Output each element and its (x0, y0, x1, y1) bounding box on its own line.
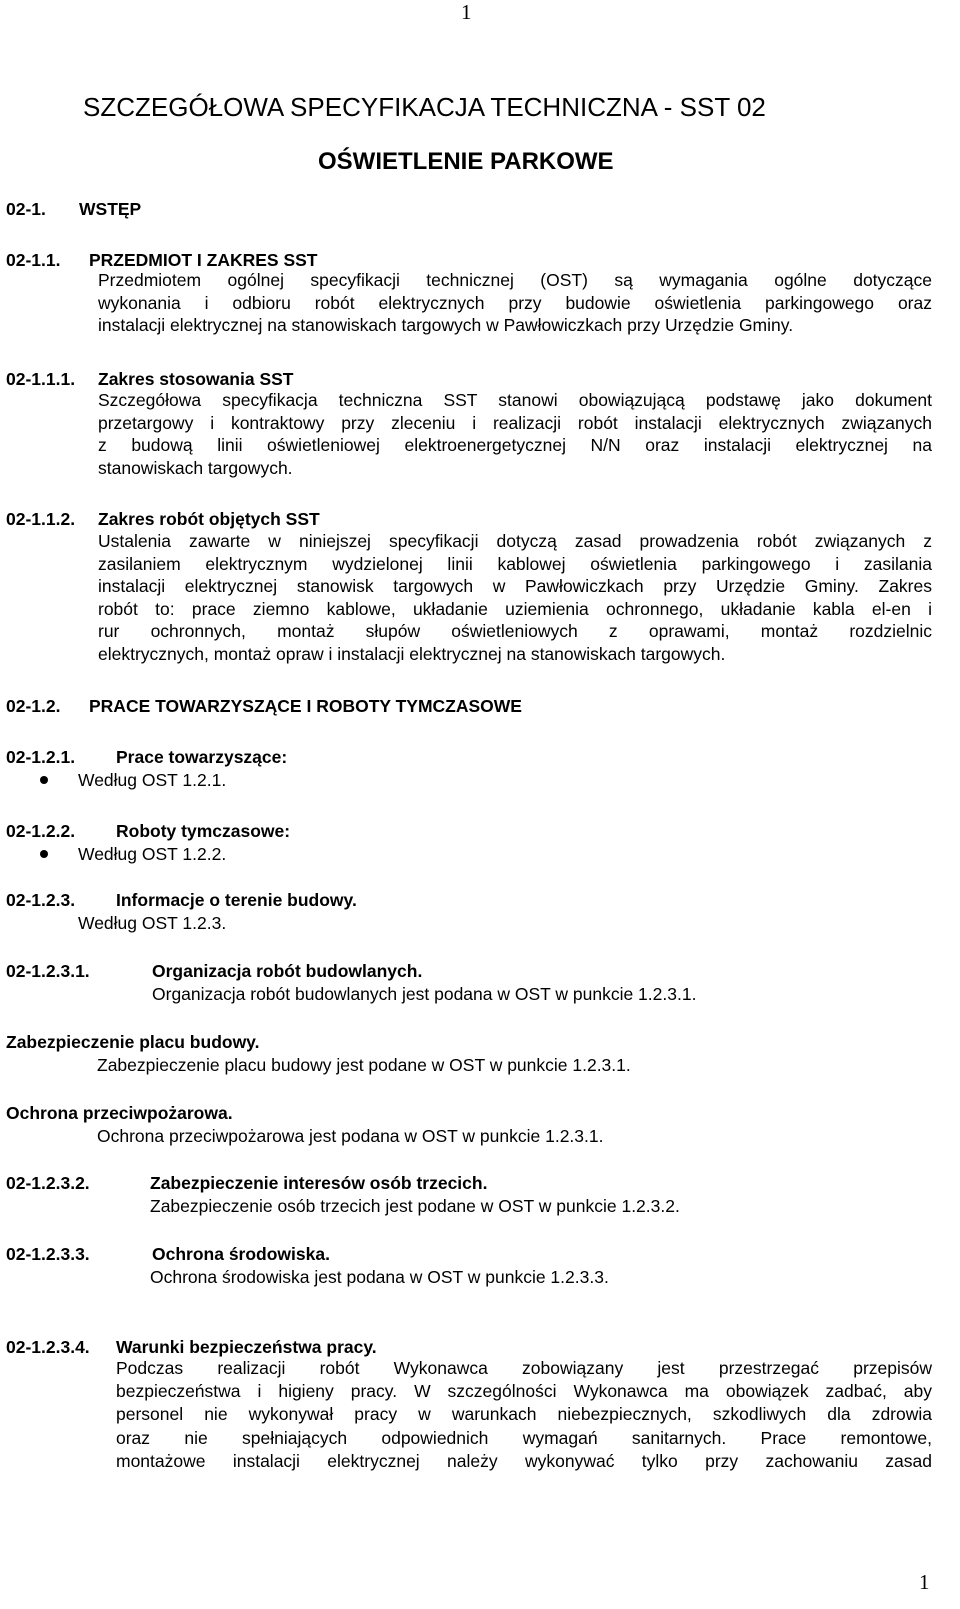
paragraph (98, 530, 932, 666)
text-line: personel nie wykonywał pracy w warunkach niebezpiecznych, szkodliwych dla zdrowia (116, 1404, 932, 1425)
section-number: 02-1.2.3.2. (6, 1173, 90, 1193)
section-number: 02-1.2. (6, 696, 61, 716)
text-line: instalacji elektrycznej stanowisk targowych w Pawłowiczkach przy Urzędzie Gminy. Zakres (98, 576, 932, 597)
section-title: Zakres robót objętych SST (98, 509, 320, 529)
paragraph (98, 269, 932, 337)
section-number: 02-1.2.3. (6, 890, 76, 910)
section-number: 02-1. (6, 199, 46, 219)
paragraph (116, 1357, 932, 1473)
section-title: Zabezpieczenie interesów osób trzecich. (150, 1173, 488, 1193)
section-title: Informacje o terenie budowy. (116, 890, 357, 910)
section-number: 02-1.1. (6, 250, 61, 270)
section-title: Warunki bezpieczeństwa pracy. (116, 1337, 377, 1357)
section-title: PRACE TOWARZYSZĄCE I ROBOTY TYMCZASOWE (89, 696, 522, 716)
section-text: Organizacja robót budowlanych jest podana w OST w punkcie 1.2.3.1. (152, 984, 697, 1004)
text-line: elektrycznych, montaż opraw i instalacji elektrycznej na stanowiskach targowych. (98, 643, 726, 664)
section-text: Według OST 1.2.3. (78, 913, 227, 933)
section-title: Zabezpieczenie placu budowy. (6, 1032, 260, 1052)
section-number: 02-1.2.3.4. (6, 1337, 90, 1357)
section-text: Zabezpieczenie placu budowy jest podane w OST w punkcie 1.2.3.1. (97, 1055, 631, 1075)
text-line: Podczas realizacji robót Wykonawca zobowiązany jest przestrzegać przepisów (116, 1358, 932, 1378)
section-text: Zabezpieczenie osób trzecich jest podane w OST w punkcie 1.2.3.2. (150, 1196, 680, 1216)
text-line: montażowe instalacji elektrycznej należy wykonywać tylko przy zachowaniu zasad (116, 1450, 932, 1471)
document-subtitle: OŚWIETLENIE PARKOWE (318, 148, 614, 175)
section-number: 02-1.2.3.3. (6, 1244, 90, 1264)
section-number: 02-1.2.1. (6, 747, 76, 767)
section-number: 02-1.1.2. (6, 509, 76, 529)
section-text: Ochrona środowiska jest podana w OST w punkcie 1.2.3.3. (150, 1267, 609, 1287)
section-title: Organizacja robót budowlanych. (152, 961, 423, 981)
text-line: instalacji elektrycznej na stanowiskach targowych w Pawłowiczkach przy Urzędzie Gminy. (98, 315, 794, 336)
section-number: 02-1.2.3.1. (6, 961, 90, 981)
text-line: oraz nie spełniających odpowiednich wymagań sanitarnych. Prace remontowe, (116, 1427, 932, 1448)
text-line: rur ochronnych, montaż słupów oświetleniowych z oprawami, montaż rozdzielnic (98, 621, 932, 642)
text-line: bezpieczeństwa i higieny pracy. W szczególności Wykonawca ma obowiązek zadbać, aby (116, 1381, 932, 1402)
section-title: Zakres stosowania SST (98, 369, 294, 389)
bullet-text: Według OST 1.2.1. (78, 770, 227, 790)
text-line: przetargowy i kontraktowy przy zleceniu i realizacji robót instalacji elektrycznych związanych (98, 412, 932, 433)
section-title: WSTĘP (79, 199, 142, 219)
bullet-icon (40, 776, 48, 784)
page-number-bottom: 1 (919, 1570, 930, 1594)
text-line: wykonania i odbioru robót elektrycznych przy budowie oświetlenia parkingowego oraz (98, 292, 932, 313)
text-line: Przedmiotem ogólnej specyfikacji technicznej (OST) są wymagania ogólne dotyczące (98, 270, 932, 290)
document-title: SZCZEGÓŁOWA SPECYFIKACJA TECHNICZNA - SST 02 (83, 92, 766, 122)
section-title: PRZEDMIOT I ZAKRES SST (89, 250, 318, 270)
section-number: 02-1.2.2. (6, 821, 76, 841)
text-line: z budową linii oświetleniowej elektroenergetycznej N/N oraz instalacji elektrycznej na (98, 435, 932, 456)
section-title: Ochrona przeciwpożarowa. (6, 1103, 233, 1123)
text-line: robót to: prace ziemno kablowe, układanie uziemienia ochronnego, układanie kabla el-en i (98, 598, 932, 619)
paragraph (98, 389, 932, 479)
section-title: Ochrona środowiska. (152, 1244, 330, 1264)
section-title: Prace towarzyszące: (116, 747, 288, 767)
page-number-top: 1 (461, 0, 472, 24)
section-text: Ochrona przeciwpożarowa jest podana w OST w punkcie 1.2.3.1. (97, 1126, 604, 1146)
bullet-icon (40, 850, 48, 858)
text-line: stanowiskach targowych. (98, 457, 293, 478)
text-line: zasilaniem elektrycznym wydzielonej linii kablowej oświetlenia parkingowego i zasilania (98, 553, 932, 574)
text-line: Ustalenia zawarte w niniejszej specyfikacji dotyczą zasad prowadzenia robót związanych z (98, 531, 932, 551)
text-line: Szczegółowa specyfikacja techniczna SST stanowi obowiązującą podstawę jako dokument (98, 390, 932, 410)
bullet-text: Według OST 1.2.2. (78, 844, 227, 864)
section-number: 02-1.1.1. (6, 369, 76, 389)
section-title: Roboty tymczasowe: (116, 821, 291, 841)
